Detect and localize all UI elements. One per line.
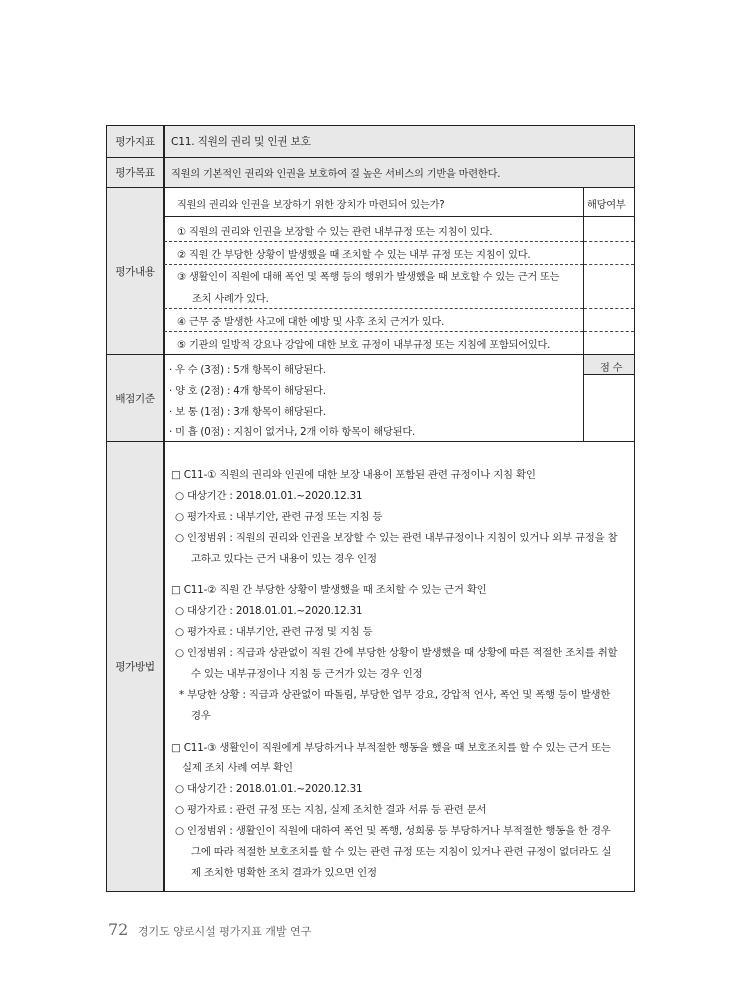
evaluation-table <box>106 125 635 892</box>
method-line: ○ 평가자료 : 내부기안, 관련 규정 또는 지침 등 <box>175 511 383 523</box>
row-divider <box>107 354 634 355</box>
dashed-divider <box>164 264 583 265</box>
method-line: ○ 인정범위 : 직원의 권리와 인권을 보장할 수 있는 관련 내부규정이나 지침이 있거나 외부 규정을 참 <box>175 532 618 544</box>
row-divider <box>107 441 634 442</box>
method-note-cont: 경우 <box>191 710 211 722</box>
method-line: ○ 대상기간 : 2018.01.01.~2020.12.31 <box>175 490 363 502</box>
page-number: 72 <box>108 920 129 939</box>
label-indicator: 평가지표 <box>107 126 163 157</box>
goal-text: 직원의 기본적인 권리와 인권을 보호하여 질 높은 서비스의 기반을 마련한다. <box>171 169 501 180</box>
method-c11-3-heading: □ C11-③ 생활인이 직원에게 부당하거나 부적절한 행동을 했을 때 보호조치를 할 수 있는 근거 또는 <box>171 742 611 754</box>
method-c11-2-heading: □ C11-② 직원 간 부당한 상황이 발생했을 때 조치할 수 있는 근거 확인 <box>171 584 487 596</box>
method-line: ○ 인정범위 : 생활인이 직원에 대하여 폭언 및 폭행, 성희롱 등 부당하거나 부적절한 행동을 한 경우 <box>175 825 611 837</box>
score-excellent: · 우 수 (3점) : 5개 항목이 해당된다. <box>169 365 326 376</box>
dashed-divider <box>584 308 634 309</box>
dashed-divider <box>584 264 634 265</box>
content-item-1: ① 직원의 권리와 인권을 보장할 수 있는 관련 내부규정 또는 지침이 있다. <box>177 227 493 238</box>
method-note: * 부당한 상황 : 직급과 상관없이 따돌림, 부당한 업무 강요, 강압적 언사, 폭언 및 폭행 등이 발생한 <box>179 689 611 701</box>
page-footer <box>108 920 311 939</box>
row-divider <box>107 157 634 158</box>
content-item-5: ⑤ 기관의 일방적 강요나 강압에 대한 보호 규정이 내부규정 또는 지침에 포함되어있다. <box>177 340 551 351</box>
method-line: ○ 인정범위 : 직급과 상관없이 직원 간에 부당한 상황이 발생했을 때 상황에 따른 적절한 조치를 취할 <box>175 647 618 659</box>
check-column-divider <box>583 187 584 354</box>
question-divider <box>164 216 634 217</box>
content-question: 직원의 권리와 인권을 보장하기 위한 장치가 마련되어 있는가? <box>177 200 445 211</box>
score-good: · 양 호 (2점) : 4개 항목이 해당된다. <box>169 386 326 397</box>
content-item-3-cont: 조치 사례가 있다. <box>192 294 269 305</box>
method-line: ○ 평가자료 : 내부기안, 관련 규정 및 지침 등 <box>175 626 373 638</box>
indicator-text: C11. 직원의 권리 및 인권 보호 <box>171 136 311 148</box>
method-line: 수 있는 내부규정이나 지침 등 근거가 있는 경우 인정 <box>191 668 423 680</box>
dashed-divider <box>164 241 583 242</box>
method-line: ○ 대상기간 : 2018.01.01.~2020.12.31 <box>175 783 363 795</box>
method-line: 고하고 있다는 근거 내용이 있는 경우 인정 <box>191 553 377 565</box>
content-item-4: ④ 근무 중 발생한 사고에 대한 예방 및 사후 조치 근거가 있다. <box>177 317 445 328</box>
method-line: ○ 평가자료 : 관련 규정 또는 지침, 실제 조치한 결과 서류 등 관련 문서 <box>175 804 487 816</box>
applicable-header: 해당여부 <box>587 200 626 211</box>
method-heading-cont: 실제 조치 사례 여부 확인 <box>182 762 293 774</box>
dashed-divider <box>164 308 583 309</box>
method-line: 그에 따라 적절한 보호조치를 할 수 있는 관련 규정 또는 지침이 있거나 관련 규정이 없더라도 실 <box>191 846 612 858</box>
content-item-3: ③ 생활인이 직원에 대해 폭언 및 폭행 등의 행위가 발생했을 때 보호할 수 있는 근거 또는 <box>177 272 560 283</box>
score-poor: · 미 흡 (0점) : 지침이 없거나, 2개 이하 항목이 해당된다. <box>169 427 416 438</box>
label-content: 평가내용 <box>107 188 163 354</box>
label-method: 평가방법 <box>107 442 163 891</box>
score-header: 점 수 <box>600 363 623 374</box>
method-line: ○ 대상기간 : 2018.01.01.~2020.12.31 <box>175 605 363 617</box>
label-goal: 평가목표 <box>107 158 163 187</box>
dashed-divider <box>584 241 634 242</box>
dashed-divider <box>164 331 583 332</box>
score-average: · 보 통 (1점) : 3개 항목이 해당된다. <box>169 407 326 418</box>
method-c11-1-heading: □ C11-① 직원의 권리와 인권에 대한 보장 내용이 포함된 관련 규정이나 지침 확인 <box>171 469 536 481</box>
row-divider <box>107 187 634 188</box>
dashed-divider <box>584 331 634 332</box>
label-scoring: 배점기준 <box>107 355 163 441</box>
method-line: 제 조치한 명확한 조치 결과가 있으면 인정 <box>191 867 377 879</box>
content-item-2: ② 직원 간 부당한 상황이 발생했을 때 조치할 수 있는 내부 규정 또는 지침이 있다. <box>177 250 531 261</box>
footer-title: 경기도 양로시설 평가지표 개발 연구 <box>137 925 312 938</box>
